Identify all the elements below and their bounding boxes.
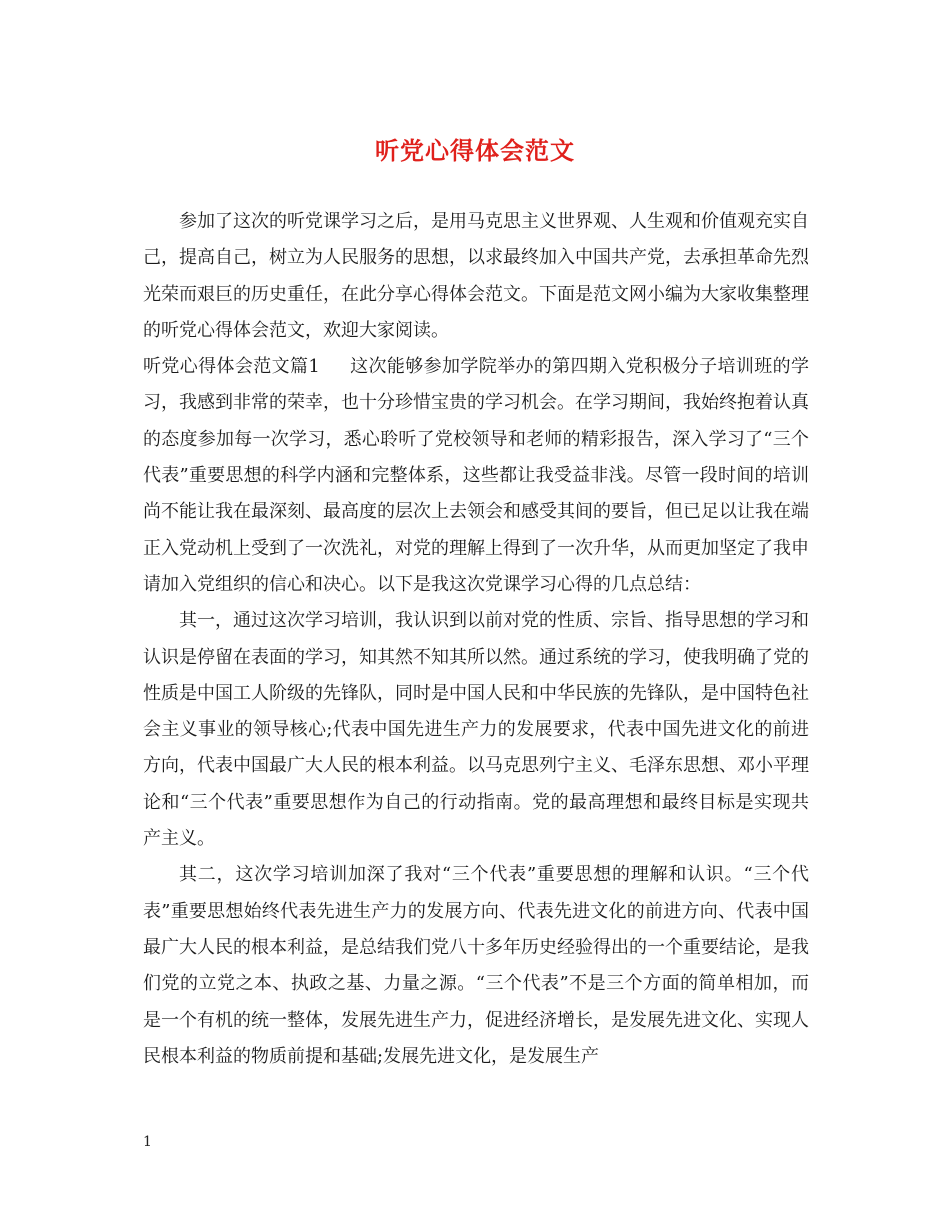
article-1-heading: 听党心得体会范文篇1 [143,356,320,378]
point-2-paragraph: 其二，这次学习培训加深了我对“三个代表”重要思想的理解和认识。“三个代表”重要思想始终代表先进生产力的发展方向、代表先进文化的前进方向、代表中国最广大人民的根本利益，是总结我们党八十多年历史经验得出的一个重要结论，是我们党的立党之本、执政之基、力量之源。“三个代表”不是三个方面的简单相加，而是一个有机的统一整体，发展先进生产力，促进经济增长，是发展先进文化、实现人民根本利益的物质前提和基础;发展先进文化，是发展生产 [143,864,809,1067]
page-number: 1 [143,1134,152,1150]
document-title: 听党心得体会范文 [375,136,575,165]
article-1-text: 这次能够参加学院举办的第四期入党积极分子培训班的学习，我感到非常的荣幸，也十分珍惜宝贵的学习机会。在学习期间，我始终抱着认真的态度参加每一次学习，悉心聆听了党校领导和老师的精彩报告，深入学习了“三个代表”重要思想的科学内涵和完整体系，这些都让我受益非浅。尽管一段时间的培训尚不能让我在最深刻、最高度的层次上去领会和感受其间的要旨，但已足以让我在端正入党动机上受到了一次洗礼，对党的理解上得到了一次升华，从而更加坚定了我申请加入党组织的信心和决心。以下是我这次党课学习心得的几点总结： [143,356,810,595]
document-body [143,204,809,1075]
point-1-paragraph: 其一，通过这次学习培训，我认识到以前对党的性质、宗旨、指导思想的学习和认识是停留在表面的学习，知其然不知其所以然。通过系统的学习，使我明确了党的性质是中国工人阶级的先锋队，同时是中国人民和中华民族的先锋队，是中国特色社会主义事业的领导核心;代表中国先进生产力的发展要求，代表中国先进文化的前进方向，代表中国最广大人民的根本利益。以马克思列宁主义、毛泽东思想、邓小平理论和“三个代表”重要思想作为自己的行动指南。党的最高理想和最终目标是实现共产主义。 [143,610,809,850]
article-1-paragraph [143,349,809,603]
intro-paragraph: 参加了这次的听党课学习之后，是用马克思主义世界观、人生观和价值观充实自己，提高自己，树立为人民服务的思想，以求最终加入中国共产党，去承担革命先烈光荣而艰巨的历史重任，在此分享心得体会范文。下面是范文网小编为大家收集整理的听党心得体会范文，欢迎大家阅读。 [143,211,809,341]
